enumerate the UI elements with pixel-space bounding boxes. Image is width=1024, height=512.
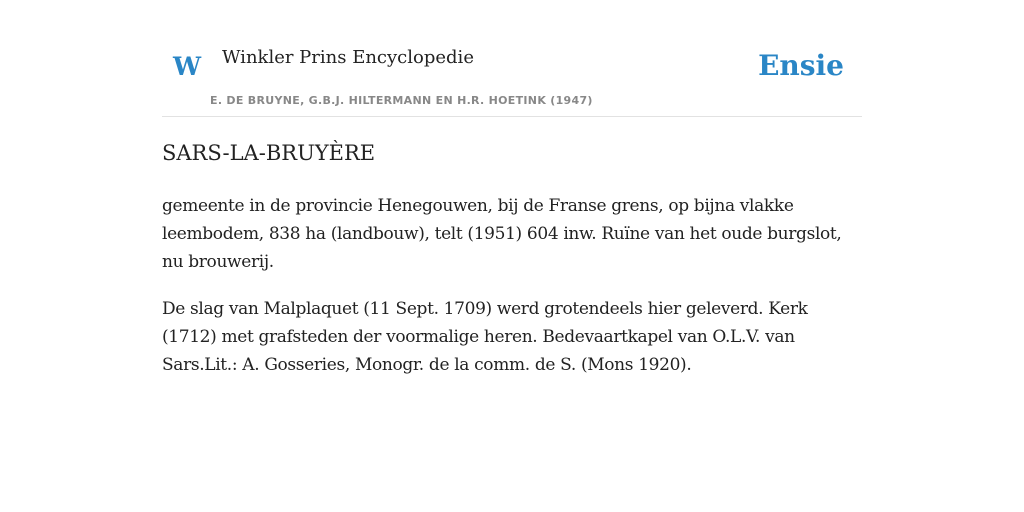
- entry-paragraph: gemeente in de provincie Henegouwen, bij de Franse grens, op bijna vlakke leembodem, 838 ha (landbouw), telt (1951) 604 inw. Ruïne van het oude burgslot, nu brouwerij.: [162, 196, 842, 272]
- entry-title: SARS-LA-BRUYÈRE: [162, 141, 376, 165]
- entry-body: [162, 192, 862, 398]
- ensie-brand-link[interactable]: Ensie: [758, 49, 844, 82]
- page: [162, 0, 862, 512]
- site-title[interactable]: Winkler Prins Encyclopedie: [222, 47, 474, 68]
- entry-paragraph: De slag van Malplaquet (11 Sept. 1709) werd grotendeels hier geleverd. Kerk (1712) met grafsteden der voormalige heren. Bedevaartkapel van O.L.V. van Sars.Lit.: A. Gosseries, Monogr. de la comm. de S. (Mons 1920).: [162, 299, 808, 375]
- site-header: [162, 0, 862, 117]
- site-authors: E. DE BRUYNE, G.B.J. HILTERMANN EN H.R. HOETINK (1947): [210, 94, 593, 107]
- winkler-prins-logo-icon[interactable]: W: [173, 52, 202, 81]
